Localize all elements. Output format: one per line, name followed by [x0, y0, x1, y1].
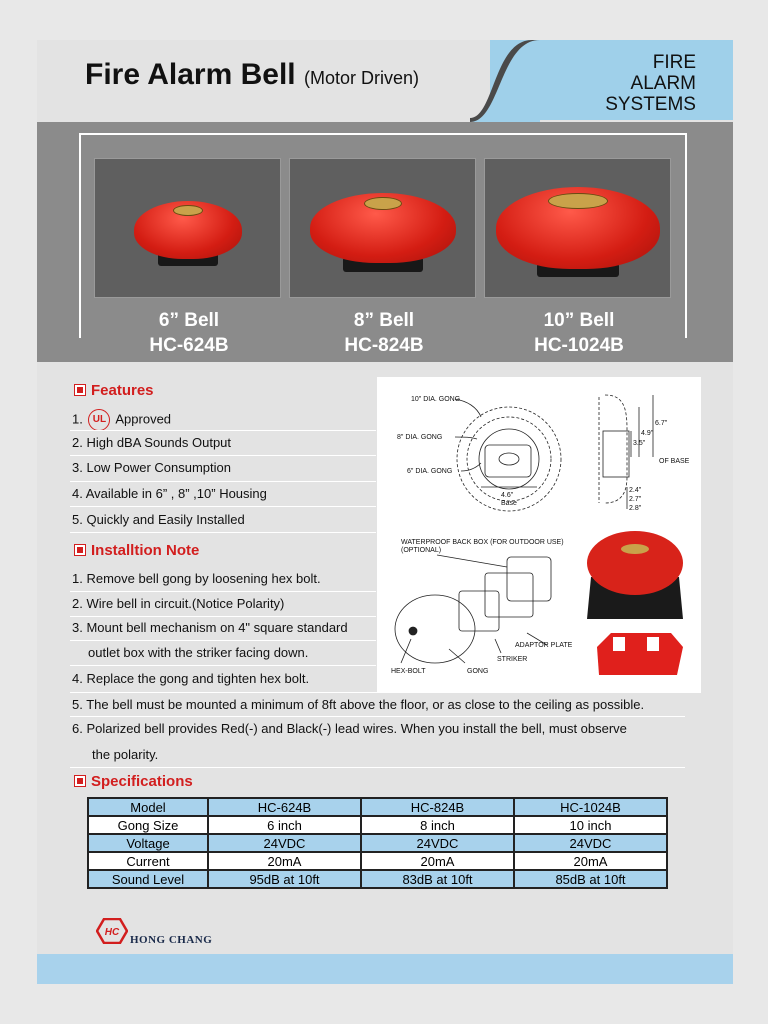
dim-6-7-label: 6.7" — [655, 420, 668, 427]
category-line: FIRE — [652, 52, 696, 73]
bell-center-outline — [499, 453, 519, 465]
backbox-leader — [437, 555, 507, 567]
product-caption-10in — [484, 308, 674, 358]
divider — [70, 616, 376, 617]
install-line: 2. Wire bell in circuit.(Notice Polarity) — [72, 596, 285, 611]
ul-certification-icon: UL — [88, 409, 110, 431]
square-bullet-icon — [74, 775, 86, 787]
exploded-adaptor-plate — [485, 573, 533, 617]
of-base-label: OF BASE — [659, 458, 690, 465]
hexbolt-leader — [401, 639, 411, 663]
install-line: 4. Replace the gong and tighten hex bolt. — [72, 671, 310, 686]
table-cell: Sound Level — [88, 870, 208, 888]
corner-swoosh — [470, 40, 540, 122]
gong-8in-label: 8" DIA. GONG — [397, 434, 443, 441]
dim-4-9-label: 4.9" — [641, 430, 654, 437]
adaptor-plate-label: ADAPTOR PLATE — [515, 642, 573, 649]
bell-mechanism-outline — [485, 445, 531, 477]
feature-item — [72, 486, 267, 501]
product-size: 8” Bell — [353, 310, 415, 331]
striker-label: STRIKER — [497, 656, 528, 663]
divider — [70, 532, 376, 533]
base-dimension-label: 4.6" — [501, 492, 514, 499]
dim-3-5-label: 3.5" — [633, 440, 646, 447]
table-cell: 24VDC — [208, 834, 361, 852]
table-row — [88, 870, 667, 888]
table-header-row — [88, 798, 667, 816]
gong-6in-outline — [479, 429, 539, 489]
gong-10in-label: 10" DIA. GONG — [411, 396, 461, 403]
install-line: 1. Remove bell gong by loosening hex bolt. — [72, 571, 321, 586]
product-size: 10” Bell — [543, 310, 615, 331]
category-line: ALARM — [630, 73, 696, 94]
company-name: HONG CHANG — [130, 934, 213, 946]
exploded-mechanism — [459, 591, 499, 631]
bell-cap — [548, 193, 608, 209]
gong-6in-leader — [461, 463, 481, 471]
features-title: Features — [91, 382, 154, 399]
feature-num: 5. — [72, 512, 83, 527]
table-cell: Current — [88, 852, 208, 870]
table-cell: 24VDC — [361, 834, 514, 852]
dim-2-4-label: 2.4" — [629, 487, 642, 494]
gong-6in-label: 6" DIA. GONG — [407, 468, 453, 475]
gong-8in-leader — [455, 437, 477, 439]
bell-cap — [364, 197, 402, 210]
feature-item — [72, 435, 231, 450]
dim-2-8-label: 2.8" — [629, 505, 642, 512]
title-subtitle: (Motor Driven) — [303, 68, 419, 88]
backbox-label: WATERPROOF BACK BOX (FOR OUTDOOR USE) — [401, 539, 564, 546]
feature-text: Approved — [115, 411, 172, 427]
backbox-optional-label: (OPTIONAL) — [401, 547, 442, 554]
features-heading — [74, 382, 154, 399]
feature-text: Low Power Consumption — [86, 460, 231, 475]
product-model: HC-824B — [344, 335, 424, 356]
hong-chang-logo-icon — [96, 918, 128, 944]
diagram-drawing — [377, 377, 701, 693]
product-model: HC-624B — [149, 335, 229, 356]
product-photo-8in — [289, 158, 476, 298]
hex-bolt-label: HEX-BOLT — [391, 668, 426, 675]
table-cell: 10 inch — [514, 816, 667, 834]
table-row — [88, 834, 667, 852]
product-caption-8in — [289, 308, 479, 358]
table-cell: 24VDC — [514, 834, 667, 852]
page-title — [85, 58, 419, 92]
install-line: 5. The bell must be mounted a minimum of 8ft above the floor, or as close to the ceiling as possible. — [72, 697, 645, 712]
product-photo-10in — [484, 158, 671, 298]
install-line: 3. Mount bell mechanism on 4" square standard — [72, 620, 348, 635]
specifications-table — [87, 797, 668, 889]
divider — [70, 767, 685, 768]
table-cell: 85dB at 10ft — [514, 870, 667, 888]
table-header-cell: HC-824B — [361, 798, 514, 816]
install-line: the polarity. — [92, 747, 159, 762]
divider — [70, 665, 376, 666]
table-row — [88, 816, 667, 834]
product-photo-6in — [94, 158, 281, 298]
striker-leader — [495, 639, 501, 653]
table-cell: Voltage — [88, 834, 208, 852]
table-header-cell: Model — [88, 798, 208, 816]
table-cell: 6 inch — [208, 816, 361, 834]
install-line: 6. Polarized bell provides Red(-) and Black(-) lead wires. When you install the bell, must observe — [72, 721, 627, 736]
installation-title: Installtion Note — [91, 542, 200, 559]
table-cell: 83dB at 10ft — [361, 870, 514, 888]
table-cell: Gong Size — [88, 816, 208, 834]
feature-num: 3. — [72, 460, 83, 475]
feature-item — [72, 460, 231, 475]
back-box-photo — [597, 633, 683, 675]
dim-2-7-label: 2.7" — [629, 496, 642, 503]
table-cell: 8 inch — [361, 816, 514, 834]
specifications-heading — [74, 773, 193, 790]
category-label — [572, 52, 696, 115]
divider — [70, 430, 376, 431]
table-cell: 20mA — [361, 852, 514, 870]
exploded-back-box — [507, 557, 551, 601]
feature-item — [72, 409, 171, 431]
gong-leader — [449, 649, 465, 663]
feature-num: 4. — [72, 486, 83, 501]
gong-8in-outline — [467, 417, 551, 501]
table-cell: 20mA — [514, 852, 667, 870]
gong-label: GONG — [467, 668, 489, 675]
square-bullet-icon — [74, 384, 86, 396]
exploded-hex-bolt — [409, 627, 417, 635]
exploded-gong — [395, 595, 475, 663]
feature-text: Quickly and Easily Installed — [86, 512, 245, 527]
feature-num: 2. — [72, 435, 83, 450]
divider — [70, 506, 376, 507]
square-bullet-icon — [74, 544, 86, 556]
product-size: 6” Bell — [158, 310, 220, 331]
category-line: SYSTEMS — [605, 94, 696, 115]
footer-bar — [37, 954, 733, 984]
assembled-bell-photo — [587, 531, 683, 619]
install-line: outlet box with the striker facing down. — [88, 645, 309, 660]
bell-cap — [173, 205, 203, 216]
divider — [70, 640, 376, 641]
divider — [70, 591, 376, 592]
table-header-cell: HC-1024B — [514, 798, 667, 816]
title-text: Fire Alarm Bell — [85, 58, 296, 91]
feature-item — [72, 512, 245, 527]
table-cell: 95dB at 10ft — [208, 870, 361, 888]
base-word-label: Base — [501, 500, 517, 507]
side-view-body — [603, 431, 629, 477]
table-header-cell: HC-624B — [208, 798, 361, 816]
table-cell: 20mA — [208, 852, 361, 870]
feature-text: High dBA Sounds Output — [86, 435, 232, 450]
feature-num: 1. — [72, 411, 83, 427]
feature-text: Available in 6” , 8” ,10” Housing — [85, 486, 267, 501]
divider — [70, 455, 376, 456]
installation-heading — [74, 542, 199, 559]
table-row — [88, 852, 667, 870]
technical-diagram — [377, 377, 701, 693]
product-model: HC-1024B — [534, 335, 624, 356]
divider — [70, 716, 685, 717]
divider — [70, 481, 376, 482]
logo-mark-text: HC — [104, 927, 120, 938]
specifications-title: Specifications — [91, 773, 193, 790]
product-caption-6in — [94, 308, 284, 358]
